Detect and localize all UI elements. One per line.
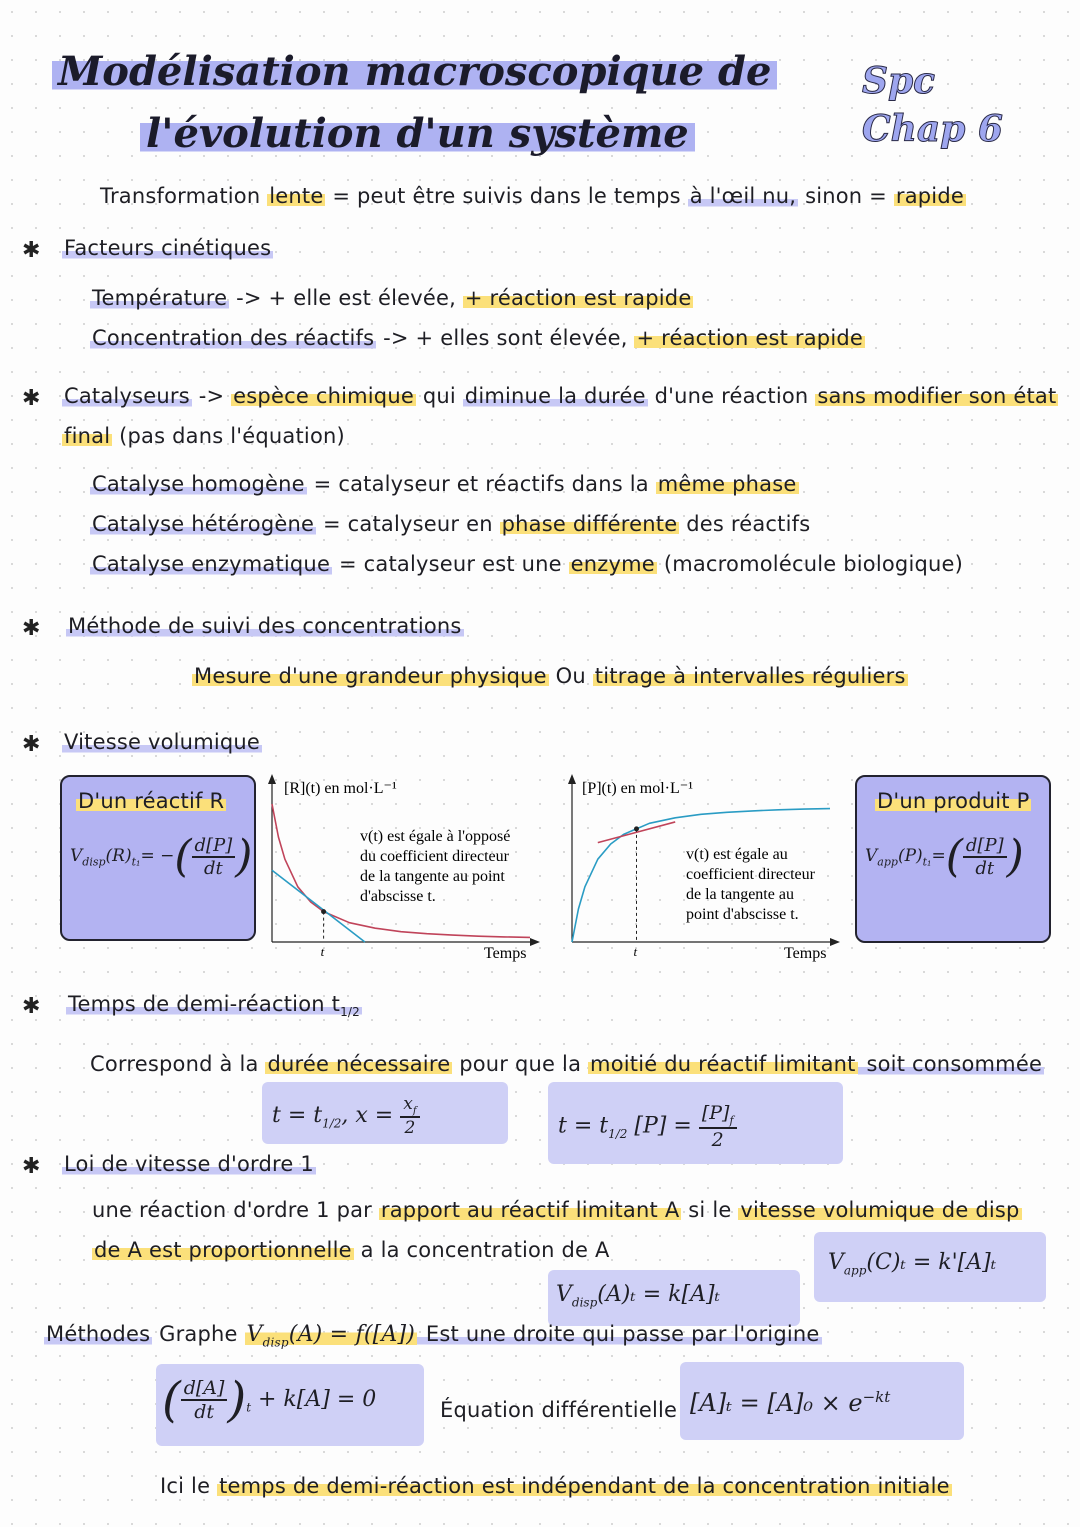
formula-box-vapp — [814, 1232, 1046, 1302]
chart-annotation-line: coefficient directeur — [686, 866, 815, 883]
x-axis-arrow-icon — [530, 938, 540, 946]
loi-l1a: une réaction d'ordre 1 par — [92, 1198, 379, 1222]
f2-lhs: t = t — [558, 1113, 609, 1139]
cat-qui: qui — [415, 384, 463, 408]
chart-xtick: t — [633, 944, 638, 959]
intro-rapide: rapide — [895, 184, 964, 208]
hetero-hl: phase différente — [501, 512, 678, 536]
catalyseurs-heading: Catalyseurs — [64, 384, 190, 408]
tangent-point — [634, 826, 639, 831]
f2-num-sub: f — [729, 1113, 734, 1127]
graphe-rest: (A) = f([A]) — [288, 1322, 416, 1347]
vitesse-heading — [62, 730, 262, 754]
intro-line — [100, 184, 966, 208]
loi-l1-hl1: rapport au réactif limitant A — [380, 1198, 680, 1222]
chart-annotation-line: de la tangente au — [686, 886, 794, 903]
chart-annotation-line: d'abscisse t. — [360, 888, 436, 905]
reactif-t: t₁ — [131, 855, 141, 869]
temp-mid: -> + elle est élevée, — [229, 286, 463, 310]
y-axis-arrow-icon — [268, 774, 276, 784]
formula-box-vdisp — [548, 1270, 800, 1326]
intro-lente: lente — [269, 184, 324, 208]
chart-xlabel: Temps — [784, 945, 827, 962]
tangent-point — [321, 909, 326, 914]
loi-l2b: a la concentration de A — [353, 1238, 610, 1262]
homo-label: Catalyse homogène — [92, 472, 305, 496]
chart-reactif-concentration — [262, 772, 552, 967]
temp-hl: + réaction est rapide — [464, 286, 692, 310]
hetero-end: des réactifs — [679, 512, 811, 536]
produit-formula: $V_{app}(P)_{t_1}=$( $\frac{d[P]}{dt}$ ) — [865, 831, 1024, 882]
formula-box-solution — [680, 1362, 964, 1440]
f1-num-sub: f — [412, 1105, 417, 1117]
facteurs-concentration — [90, 326, 865, 350]
f1-num: x — [403, 1094, 413, 1114]
demi-heading — [66, 992, 362, 1019]
bullet-icon: ✱ — [22, 238, 41, 263]
vapp-v: V — [828, 1250, 844, 1275]
chart-xlabel: Temps — [484, 945, 527, 962]
chart-xtick: t — [320, 944, 325, 959]
produit-title: D'un produit P — [877, 789, 1030, 813]
loi-l1-hl2: vitesse volumique de disp — [740, 1198, 1020, 1222]
chart-annotation-line: v(t) est égale à l'opposé — [360, 828, 511, 845]
temp-label: Température — [92, 286, 228, 310]
demi-heading-sub: 1/2 — [340, 1005, 360, 1020]
x-axis-arrow-icon — [830, 938, 840, 946]
ici-a: Ici le — [160, 1474, 218, 1498]
enzy-end: (macromolécule biologique) — [656, 552, 964, 576]
catalyseurs-line1 — [62, 384, 1058, 408]
f1-lhs: t = t — [272, 1103, 323, 1129]
cat-espece: espèce chimique — [233, 384, 414, 408]
vapp-rest: (C)ₜ = k'[A]ₜ — [866, 1250, 997, 1275]
graphe-sub: disp — [262, 1335, 289, 1350]
demi-soit: soit consommée — [859, 1052, 1043, 1076]
y-axis-arrow-icon — [568, 774, 576, 784]
diff-rest: + k[A] = 0 — [251, 1387, 377, 1412]
f1-sub: 1/2 — [322, 1116, 342, 1131]
suivi-ou: Ou — [548, 664, 593, 688]
reactif-eq: = − — [140, 846, 175, 866]
formula-box-x — [262, 1082, 508, 1144]
produit-t: t₁ — [922, 855, 932, 869]
demi-moitie: moitié du réactif limitant — [590, 1052, 856, 1076]
methodes-label: Méthodes — [46, 1322, 151, 1346]
loi-heading-text: Loi de vitesse d'ordre 1 — [64, 1152, 314, 1176]
produit-den: dt — [975, 857, 995, 879]
loi-l1b: si le — [681, 1198, 739, 1222]
facteurs-heading — [62, 236, 273, 260]
enzy-label: Catalyse enzymatique — [92, 552, 331, 576]
chart-annotation-line: du coefficient directeur — [360, 848, 509, 865]
homo-mid: = catalyseur et réactifs dans la — [306, 472, 656, 496]
reactif-sub: disp — [82, 855, 106, 869]
demi-pour: pour que la — [452, 1052, 589, 1076]
f1-den: 2 — [404, 1118, 416, 1139]
reactif-den: dt — [203, 857, 223, 879]
produit-sub: app — [877, 855, 898, 869]
enzy-mid: = catalyseur est une — [332, 552, 569, 576]
catalyse-heterogene — [90, 512, 810, 536]
diff-num: d[A] — [181, 1377, 228, 1401]
produit-arg: (P) — [897, 846, 923, 866]
bullet-icon: ✱ — [22, 732, 41, 757]
cat-reaction: d'une réaction — [647, 384, 816, 408]
bullet-icon: ✱ — [22, 994, 41, 1019]
cat-diminue: diminue la durée — [464, 384, 646, 408]
conc-hl: + réaction est rapide — [636, 326, 864, 350]
produit-v: V — [865, 846, 878, 866]
loi-l2-hl: de A est proportionnelle — [94, 1238, 352, 1262]
sol-main: [A]ₜ = [A]₀ × e — [690, 1389, 863, 1417]
cat-final: final — [64, 424, 111, 448]
ici-hl: temps de demi-réaction est indépendant de la concentration initiale — [219, 1474, 950, 1498]
suivi-line — [192, 664, 908, 688]
suivi-heading-text: Méthode de suivi des concentrations — [68, 614, 462, 638]
demi-heading-text: Temps de demi-réaction t — [68, 992, 341, 1016]
tangent-line — [598, 822, 675, 843]
enzy-hl: enzyme — [570, 552, 655, 576]
formula-box-p — [548, 1082, 843, 1164]
vdisp-v: V — [556, 1282, 572, 1307]
subject-label: Spc — [862, 60, 936, 102]
cat-arrow: -> — [191, 384, 232, 408]
conc-label: Concentration des réactifs — [92, 326, 375, 350]
demi-corresp: Correspond à la — [90, 1052, 266, 1076]
ici-line — [160, 1474, 952, 1498]
cat-sans: sans modifier son état — [817, 384, 1057, 408]
chart-annotation-line: point d'abscisse t. — [686, 906, 799, 923]
intro-prefix: Transformation — [100, 184, 261, 208]
loi-line2 — [92, 1238, 610, 1262]
catalyseurs-line2 — [62, 424, 345, 448]
catalyse-enzymatique — [90, 552, 963, 576]
reactif-title: D'un réactif R — [78, 789, 225, 813]
vapp-sub: app — [843, 1263, 867, 1278]
f1-mid: , x = — [341, 1103, 394, 1129]
intro-oeil: à l'œil nu, — [689, 184, 797, 208]
loi-line1 — [92, 1198, 1022, 1222]
sol-exp: −kt — [862, 1388, 891, 1406]
chart-annotation-line: de la tangente au point — [360, 868, 505, 885]
vdisp-rest: (A)ₜ = k[A]ₜ — [597, 1282, 720, 1307]
f2-mid: [P] = — [634, 1113, 692, 1139]
tangent-line — [272, 870, 365, 942]
reactif-v: V — [70, 846, 83, 866]
bullet-icon: ✱ — [22, 1154, 41, 1179]
catalyse-homogene — [90, 472, 799, 496]
reactif-box — [60, 775, 256, 941]
produit-num: d[P] — [963, 835, 1007, 858]
diff-den: dt — [194, 1401, 214, 1423]
methodes-droite: Est une droite qui passe par l'origine — [419, 1322, 820, 1346]
eq-diff-label: Équation différentielle — [440, 1398, 678, 1422]
bullet-icon: ✱ — [22, 616, 41, 641]
reactif-num: d[P] — [192, 835, 236, 858]
f2-sub: 1/2 — [608, 1126, 628, 1141]
reactif-arg: (R) — [105, 846, 132, 866]
intro-middle: = peut être suivis dans le temps — [325, 184, 681, 208]
facteurs-temperature — [90, 286, 693, 310]
chapter-label: Chap 6 — [862, 108, 1003, 150]
graphe-v: V — [246, 1322, 263, 1347]
chart-ylabel: [R](t) en mol·L⁻¹ — [284, 780, 397, 797]
produit-eq: = — [931, 846, 946, 866]
vitesse-heading-text: Vitesse volumique — [64, 730, 261, 754]
f2-den: 2 — [711, 1128, 724, 1151]
intro-sinon: sinon = — [798, 184, 894, 208]
suivi-heading — [66, 614, 464, 638]
f2-num: [P] — [701, 1102, 730, 1124]
produit-box — [855, 775, 1051, 943]
suivi-mesure: Mesure d'une grandeur physique — [194, 664, 547, 688]
chart-annotation-line: v(t) est égale au — [686, 846, 788, 863]
hetero-mid: = catalyseur en — [316, 512, 500, 536]
reactif-formula: $V_{disp}(R)_{t_1}=$ −( $\frac{d[P]}{dt}$ ) — [70, 831, 253, 882]
page-title-line1: Modélisation macroscopique de — [52, 48, 777, 95]
methodes-line — [44, 1322, 822, 1349]
page-title-line2: l'évolution d'un système — [140, 110, 695, 157]
formula-box-diff: ( $\frac{d[A]}{dt}$ )$_t + k[A] = 0$ — [156, 1364, 424, 1446]
cat-paren: (pas dans l'équation) — [112, 424, 345, 448]
suivi-titrage: titrage à intervalles réguliers — [594, 664, 906, 688]
vdisp-sub: disp — [571, 1295, 598, 1310]
loi-heading — [62, 1152, 316, 1176]
chart-ylabel: [P](t) en mol·L⁻¹ — [582, 780, 693, 797]
demi-duree: durée nécessaire — [267, 1052, 451, 1076]
hetero-label: Catalyse hétérogène — [92, 512, 315, 536]
chart-produit-concentration — [562, 772, 852, 967]
homo-hl: même phase — [657, 472, 797, 496]
demi-definition — [90, 1052, 1044, 1076]
facteurs-heading-text: Facteurs cinétiques — [64, 236, 272, 260]
bullet-icon: ✱ — [22, 386, 41, 411]
conc-mid: -> + elles sont élevée, — [376, 326, 635, 350]
methodes-graphe: Graphe — [152, 1322, 245, 1346]
